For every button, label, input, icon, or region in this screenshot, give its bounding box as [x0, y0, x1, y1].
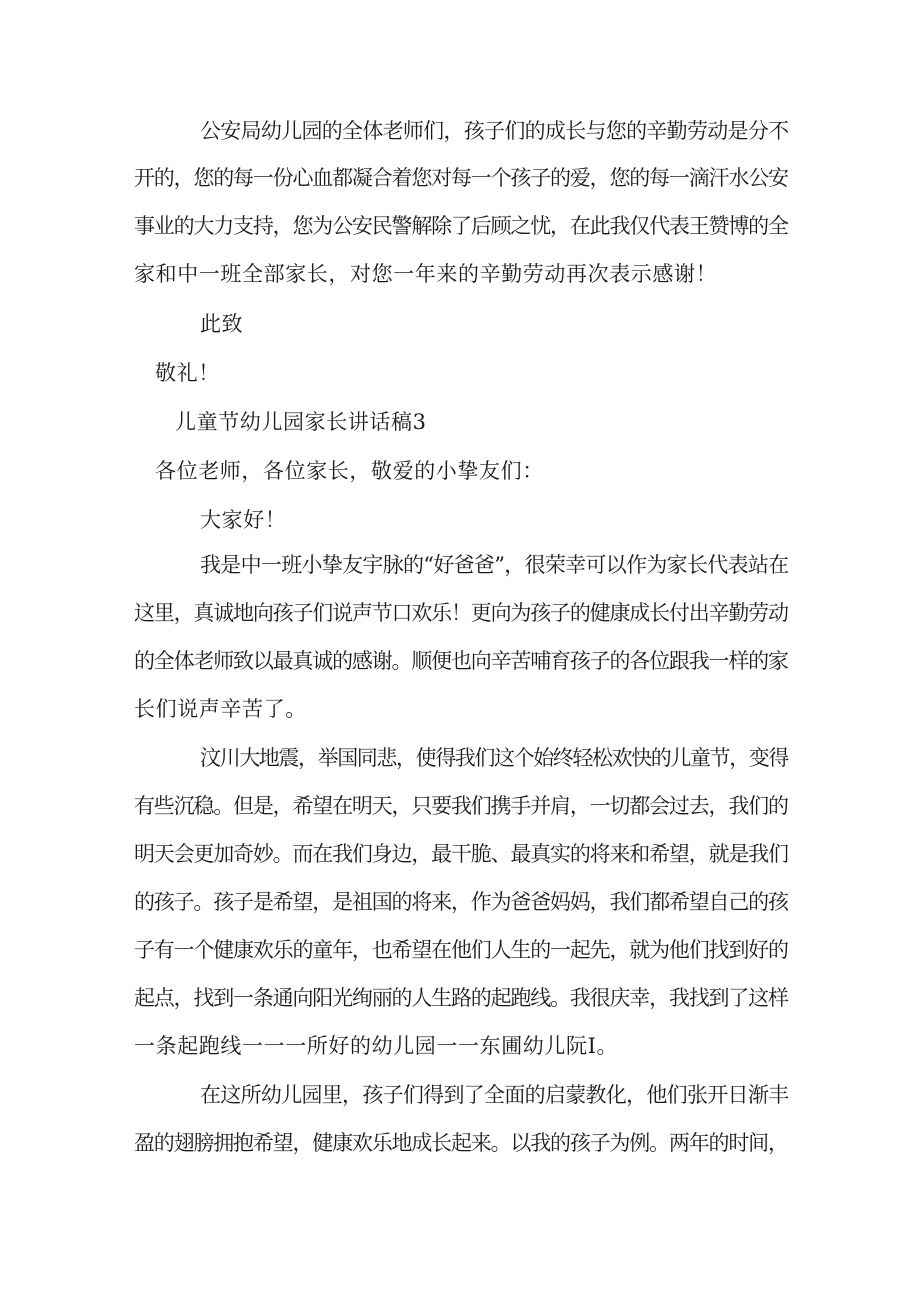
- paragraph-1-line-1: 公安局幼儿园的全体老师们，孩子们的成长与您的辛勤劳动是分不: [200, 119, 789, 143]
- paragraph-3-line-3: 明天会更加奇妙。而在我们身边，最干脆、最真实的将来和希望，就是我们: [134, 842, 788, 866]
- paragraph-1-line-4: 家和中一班全部家长，对您一年来的辛勤劳动再次表示感谢！: [134, 262, 718, 286]
- paragraph-3-line-1: 汶川大地震，举国同悲，使得我们这个始终轻松欢快的儿童节，变得: [200, 746, 788, 770]
- salute-text: 敬礼！: [155, 361, 220, 385]
- paragraph-2-line-3: 的全体老师致以最真诚的感谢。顺便也向辛苦哺育孩子的各位跟我一样的家: [134, 649, 788, 673]
- paragraph-3-line-5: 子有一个健康欢乐的童年，也希望在他们人生的一起先，就为他们找到好的: [134, 938, 788, 962]
- section-heading: 儿童节幼儿园家长讲话稿3: [175, 410, 427, 434]
- paragraph-3-line-7: 一条起跑线一一一所好的幼儿园一一东圃幼儿阮I。: [134, 1034, 619, 1058]
- paragraph-3-line-4: 的孩子。孩子是希望，是祖国的将来，作为爸爸妈妈，我们都希望自己的孩: [134, 890, 788, 914]
- paragraph-2-line-2: 这里，真诚地向孩子们说声节口欢乐！更向为孩子的健康成长付出辛勤劳动: [134, 601, 788, 625]
- paragraph-3-line-6: 起点，找到一条通向阳光绚丽的人生路的起跑线。我很庆幸，我找到了这样: [134, 986, 788, 1010]
- paragraph-1-line-2: 开的，您的每一份心血都凝合着您对每一个孩子的爱，您的每一滴汗水公安: [134, 166, 788, 190]
- paragraph-2-line-4: 长们说声辛苦了。: [134, 697, 307, 721]
- paragraph-3-line-2: 有些沉稳。但是，希望在明天，只要我们携手并肩，一切都会过去，我们的: [134, 794, 788, 818]
- hello-text: 大家好！: [200, 508, 287, 532]
- paragraph-4-line-1: 在这所幼儿园里，孩子们得到了全面的启蒙教化，他们张开日渐丰: [200, 1083, 789, 1107]
- closing-text: 此致: [200, 312, 244, 336]
- paragraph-1-line-3: 事业的大力支持，您为公安民警解除了后顾之忧，在此我仅代表王赞博的全: [134, 214, 788, 238]
- paragraph-2-line-1: 我是中一班小挚友宇脉的“好爸爸”，很荣幸可以作为家长代表站在: [200, 553, 789, 577]
- paragraph-4-line-2: 盈的翅膀拥抱希望，健康欢乐地成长起来。以我的孩子为例。两年的时间，: [134, 1131, 788, 1155]
- greeting-text: 各位老师，各位家长，敬爱的小挚友们：: [155, 459, 544, 483]
